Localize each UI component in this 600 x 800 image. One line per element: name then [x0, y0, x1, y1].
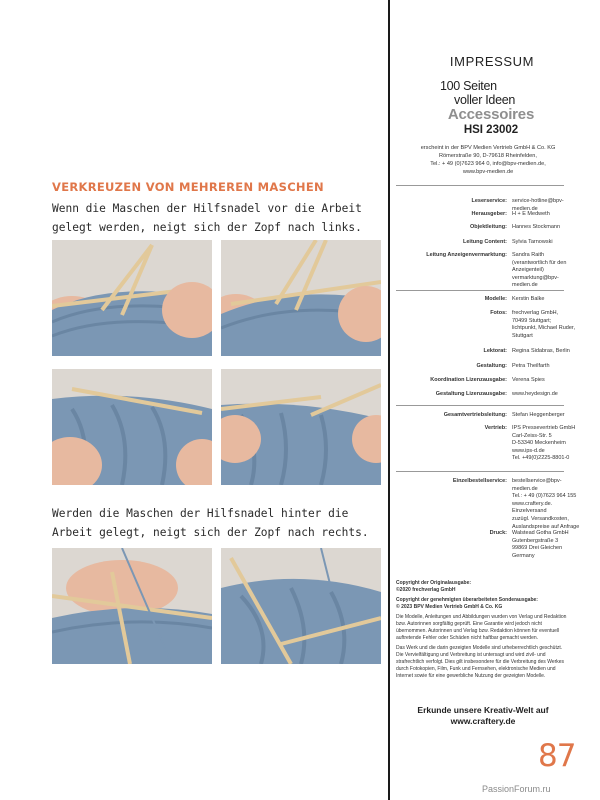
- section-title: VERKREUZEN VON MEHREREN MASCHEN: [52, 180, 324, 194]
- photo-step-5: [52, 548, 212, 664]
- intro-paragraph-left-cable: Wenn die Maschen der Hilfsnadel vor die Arbeit gelegt werden, neigt sich der Zopf nach links.: [52, 202, 362, 234]
- divider-line: [396, 405, 564, 406]
- divider-line: [396, 185, 564, 186]
- craftery-link[interactable]: www.craftery.de: [450, 716, 516, 726]
- photo-step-1: [52, 240, 212, 356]
- photo-step-2: [221, 240, 381, 356]
- intro-paragraph-right-cable: Werden die Maschen der Hilfsnadel hinter die Arbeit gelegt, neigt sich der Zopf nach rechts.: [52, 507, 369, 539]
- divider-line: [396, 471, 564, 472]
- craftery-cta: Erkunde unsere Kreativ-Welt auf www.craftery.de: [400, 705, 566, 727]
- impressum-line-1: 100 Seiten: [440, 79, 497, 93]
- photo-step-3: [52, 369, 212, 485]
- page-number: 87: [538, 738, 576, 774]
- impressum-brand: Accessoires: [447, 106, 535, 123]
- impressum-title: IMPRESSUM: [449, 54, 535, 69]
- column-divider: [388, 0, 390, 800]
- divider-line: [396, 290, 564, 291]
- impressum-line-2: voller Ideen: [454, 93, 516, 107]
- copyright-block: Copyright der Originalausgabe: ©2020 frechverlag GmbH Copyright der genehmigten überarbeiteten Sonderausgabe: © 2023 BPV Medien Vertrieb GmbH & Co. KG Die Modelle, Anleitungen und Abbildungen wurden von Verlag und Redaktion bzw. Autorinnen sorgfältig geprüft. Eine Garantie wird jedoch nicht übernommen. Autorinnen und Verlag bzw. Redaktion können für eventuell auftretende Fehler oder Schäden nicht haftbar gemacht werden. Das Werk und die darin gezeigten Modelle sind urheberrechtlich geschützt. Die Vervielfältigung und Verbreitung ist untersagt und wird zivil- und strafrechtlich verfolgt. Dies gilt insbesondere für die Verbreitung des Werkes durch Fotokopien, Film, Funk und Fernsehen, elektronische Medien und Internet sowie für eine gewerbliche Nutzung der gezeigten Modelle.: [396, 580, 567, 679]
- publisher-info: erscheint in der BPV Medien Vertrieb GmbH & Co. KG Römerstraße 90, D-79618 Rheinfelden, Tel.: + 49 (0)7623 964 0, info@bpv-medien.de, www.bpv-medien.de: [420, 145, 556, 175]
- photo-step-6: [221, 548, 381, 664]
- watermark: PassionForum.ru: [482, 784, 551, 794]
- photo-step-4: [221, 369, 381, 485]
- impressum-code: HSI 23002: [463, 124, 519, 136]
